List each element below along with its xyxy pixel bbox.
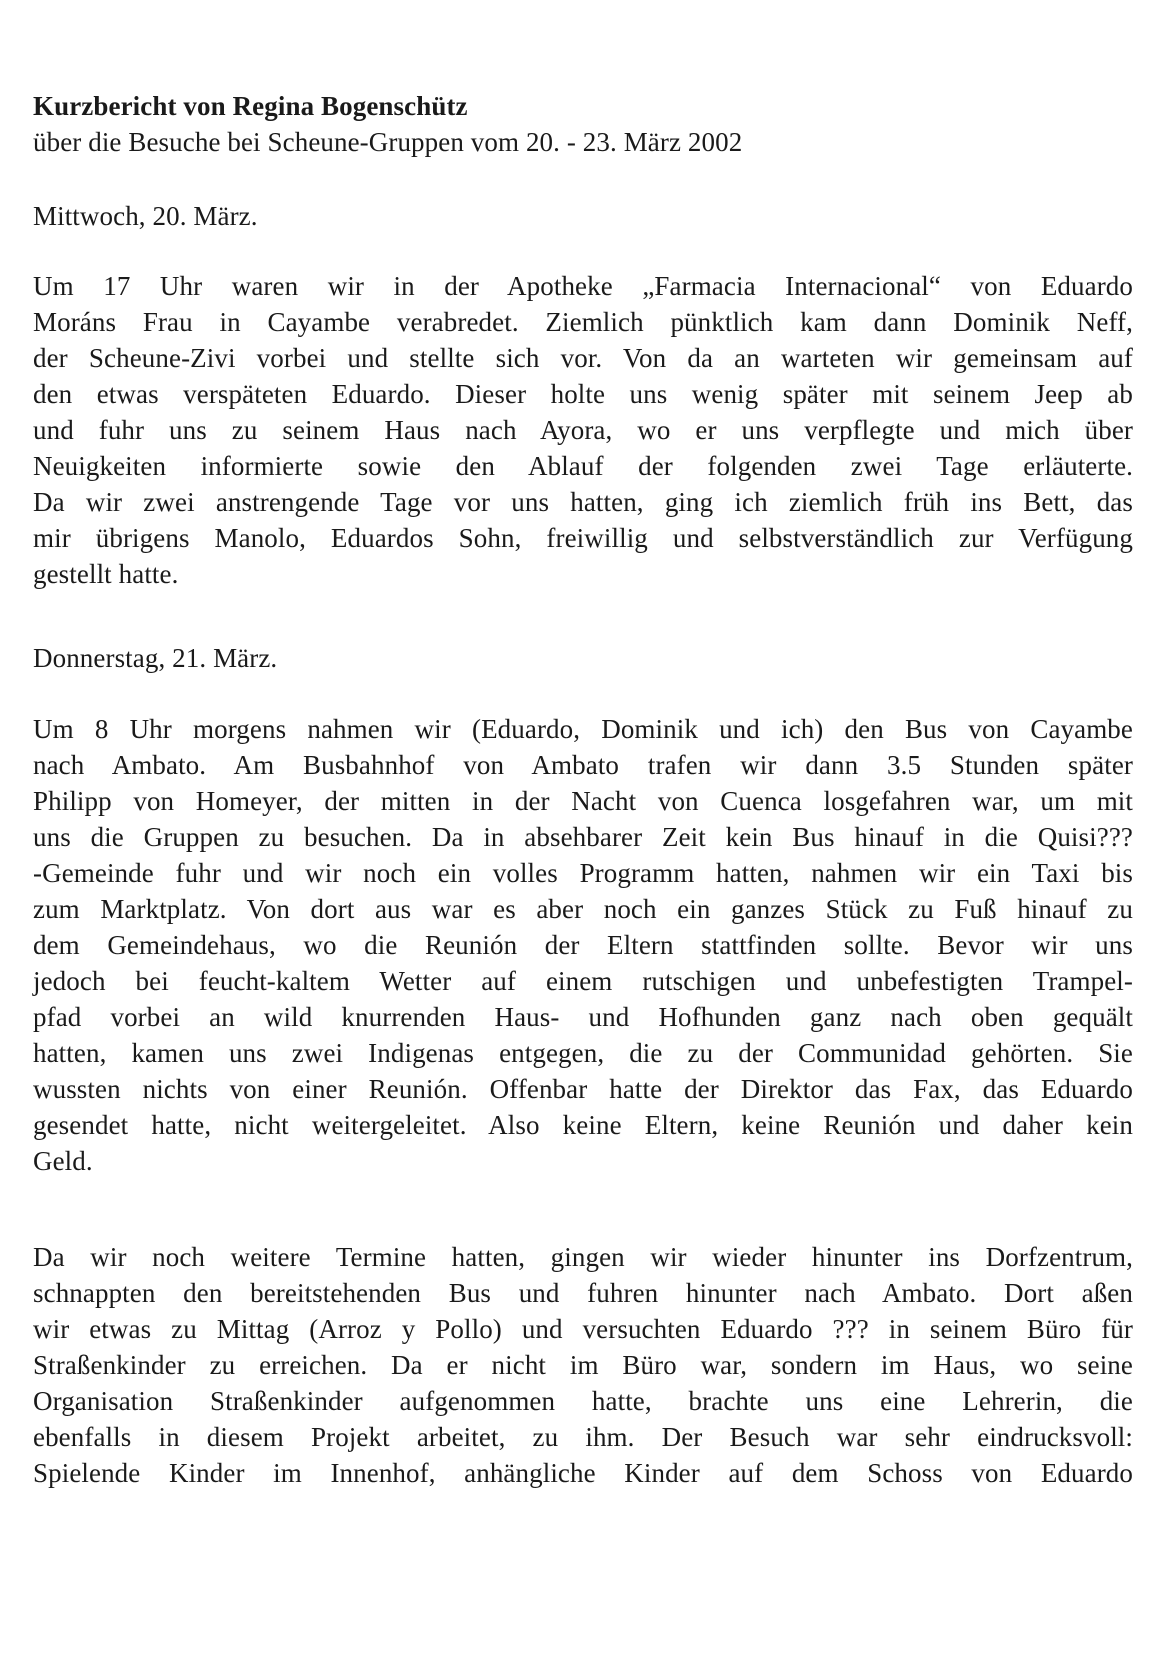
- text-line: hatten, kamen uns zwei Indigenas entgegen, die zu der Communidad gehörten. Sie: [33, 1038, 1133, 1068]
- text-line: jedoch bei feucht-kaltem Wetter auf einem rutschigen und unbefestigten Trampel-: [33, 966, 1133, 996]
- section-heading-donnerstag: Donnerstag, 21. März.: [33, 643, 278, 673]
- text-line: Um 17 Uhr waren wir in der Apotheke „Farmacia Internacional“ von Eduardo: [33, 271, 1133, 301]
- text-line: Straßenkinder zu erreichen. Da er nicht im Büro war, sondern im Haus, wo seine: [33, 1350, 1133, 1380]
- text-line: uns die Gruppen zu besuchen. Da in absehbarer Zeit kein Bus hinauf in die Quisi???: [33, 822, 1133, 852]
- text-line: mir übrigens Manolo, Eduardos Sohn, freiwillig und selbstverständlich zur Verfügung: [33, 523, 1133, 553]
- text-line: Da wir noch weitere Termine hatten, gingen wir wieder hinunter ins Dorfzentrum,: [33, 1242, 1133, 1272]
- text-line: und fuhr uns zu seinem Haus nach Ayora, wo er uns verpflegte und mich über: [33, 415, 1133, 445]
- text-line: den etwas verspäteten Eduardo. Dieser holte uns wenig später mit seinem Jeep ab: [33, 379, 1133, 409]
- text-line: ebenfalls in diesem Projekt arbeitet, zu ihm. Der Besuch war sehr eindrucksvoll:: [33, 1422, 1133, 1452]
- text-line: der Scheune-Zivi vorbei und stellte sich vor. Von da an warteten wir gemeinsam auf: [33, 343, 1133, 373]
- text-line: Organisation Straßenkinder aufgenommen hatte, brachte uns eine Lehrerin, die: [33, 1386, 1133, 1416]
- text-line: gestellt hatte.: [33, 559, 179, 589]
- text-line: -Gemeinde fuhr und wir noch ein volles Programm hatten, nahmen wir ein Taxi bis: [33, 858, 1133, 888]
- text-line: Um 8 Uhr morgens nahmen wir (Eduardo, Dominik und ich) den Bus von Cayambe: [33, 714, 1133, 744]
- text-line: wussten nichts von einer Reunión. Offenbar hatte der Direktor das Fax, das Eduardo: [33, 1074, 1133, 1104]
- text-line: Spielende Kinder im Innenhof, anhängliche Kinder auf dem Schoss von Eduardo: [33, 1458, 1133, 1488]
- text-line: Geld.: [33, 1146, 93, 1176]
- text-line: wir etwas zu Mittag (Arroz y Pollo) und versuchten Eduardo ??? in seinem Büro für: [33, 1314, 1133, 1344]
- text-line: Neuigkeiten informierte sowie den Ablauf der folgenden zwei Tage erläuterte.: [33, 451, 1133, 481]
- section-heading-mittwoch: Mittwoch, 20. März.: [33, 201, 258, 231]
- text-line: dem Gemeindehaus, wo die Reunión der Eltern stattfinden sollte. Bevor wir uns: [33, 930, 1133, 960]
- document-subtitle: über die Besuche bei Scheune-Gruppen vom 20. - 23. März 2002: [33, 127, 743, 157]
- text-line: nach Ambato. Am Busbahnhof von Ambato trafen wir dann 3.5 Stunden später: [33, 750, 1133, 780]
- text-line: gesendet hatte, nicht weitergeleitet. Also keine Eltern, keine Reunión und daher kein: [33, 1110, 1133, 1140]
- text-line: Moráns Frau in Cayambe verabredet. Ziemlich pünktlich kam dann Dominik Neff,: [33, 307, 1133, 337]
- text-line: zum Marktplatz. Von dort aus war es aber noch ein ganzes Stück zu Fuß hinauf zu: [33, 894, 1133, 924]
- text-line: pfad vorbei an wild knurrenden Haus- und Hofhunden ganz nach oben gequält: [33, 1002, 1133, 1032]
- document-title: Kurzbericht von Regina Bogenschütz: [33, 91, 468, 121]
- text-line: schnappten den bereitstehenden Bus und fuhren hinunter nach Ambato. Dort aßen: [33, 1278, 1133, 1308]
- text-line: Philipp von Homeyer, der mitten in der Nacht von Cuenca losgefahren war, um mit: [33, 786, 1133, 816]
- text-line: Da wir zwei anstrengende Tage vor uns hatten, ging ich ziemlich früh ins Bett, das: [33, 487, 1133, 517]
